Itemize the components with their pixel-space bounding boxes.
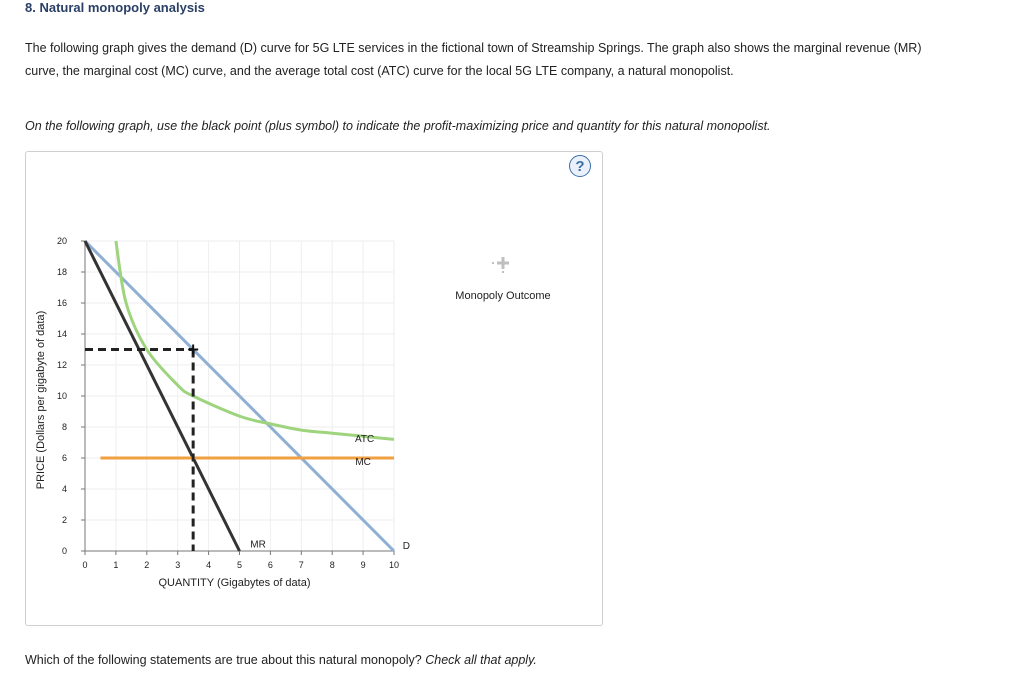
x-axis-title: QUANTITY (Gigabytes of data) xyxy=(158,577,311,589)
x-tick-label: 9 xyxy=(360,560,366,570)
y-tick-label: 16 xyxy=(56,298,67,308)
y-tick-label: 2 xyxy=(61,515,67,525)
y-tick-label: 8 xyxy=(61,422,67,432)
labels xyxy=(250,434,410,552)
intro-text: The following graph gives the demand (D) curve for 5G LTE services in the fictional town of Streamship Springs. The graph also shows the marginal revenue (MR) curve, the marginal cost (MC) curve, and the average total cost (ATC) curve for the local 5G LTE company, a natural monopolist. xyxy=(25,41,922,78)
y-axis-title: PRICE (Dollars per gigabyte of data) xyxy=(35,310,47,490)
plus-icon[interactable] xyxy=(497,257,509,269)
x-tick-label: 10 xyxy=(388,560,400,570)
x-tick-label: 0 xyxy=(82,560,88,570)
y-tick-label: 4 xyxy=(61,484,67,494)
mc-curve-label: MC xyxy=(355,457,371,469)
y-tick-label: 0 xyxy=(61,546,67,556)
instruction-text: On the following graph, use the black point (plus symbol) to indicate the profit-maximizing price and quantity for this natural monopolist. xyxy=(25,119,771,133)
x-tick-label: 6 xyxy=(267,560,273,570)
x-tick-label: 5 xyxy=(236,560,243,570)
x-tick-label: 7 xyxy=(298,560,304,570)
y-tick-label: 12 xyxy=(56,360,67,370)
x-tick-label: 4 xyxy=(206,560,212,570)
y-tick-label: 14 xyxy=(56,329,67,339)
x-tick-label: 1 xyxy=(113,560,119,570)
x-tick-label: 8 xyxy=(329,560,335,570)
y-tick-label: 20 xyxy=(56,236,67,246)
palette[interactable] xyxy=(455,257,550,302)
question-emphasis: Check all that apply. xyxy=(425,653,537,667)
d-curve-label: D xyxy=(402,540,410,552)
x-tick-label: 2 xyxy=(144,560,150,570)
y-tick-label: 6 xyxy=(61,453,67,463)
atc-curve-label: ATC xyxy=(355,433,375,445)
help-button[interactable]: ? xyxy=(569,155,591,177)
axes xyxy=(35,236,399,589)
palette-label: Monopoly Outcome xyxy=(455,290,551,302)
x-tick-label: 3 xyxy=(175,560,181,570)
y-tick-label: 10 xyxy=(56,391,67,401)
question-title: 8. Natural monopoly analysis xyxy=(25,0,205,15)
mr-curve-label: MR xyxy=(250,539,266,551)
question-text-row xyxy=(25,653,537,667)
y-tick-label: 18 xyxy=(56,267,67,277)
question-text: Which of the following statements are true about this natural monopoly? xyxy=(25,653,422,667)
